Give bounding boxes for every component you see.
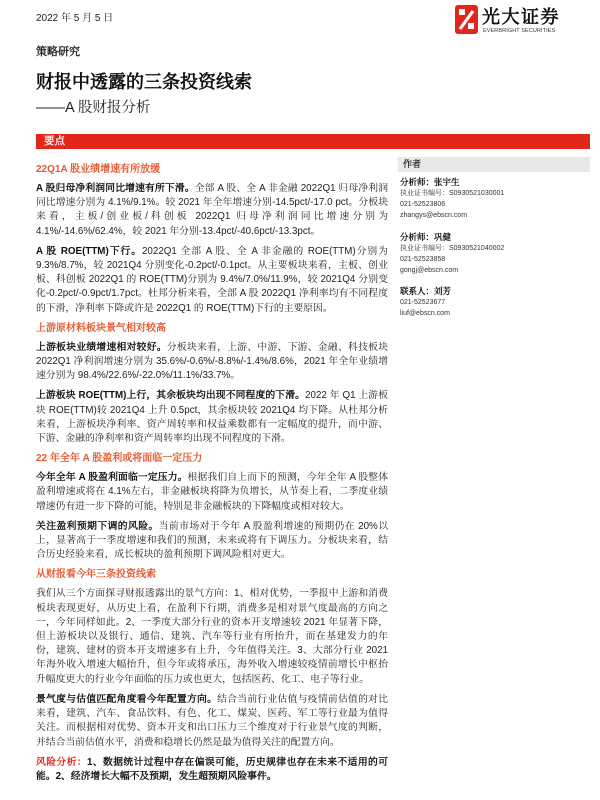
author-1-cert: [400, 188, 590, 199]
author-1-name: 分析师：张宇生: [400, 177, 460, 187]
keypoint-paragraph-4: [36, 389, 388, 446]
author-card-2: [398, 231, 590, 277]
keypoint-paragraph-7-body: 我们从三个方面探寻财报透露出的景气方向：1、相对优势，一季报中上游和消费板块表现更好，从历史上看，在盈利下行期，消费多是相对景气度最高的方向之一，今年同样如此。2、一季度大部分行业的资本开支增速较 2021 年显著下降，但上游板块以及银行、通信、建筑、汽车等行业有所抬升，而在基建发力的年份，建筑、建材的资本开支增速多有上升，今年值得关注。3、大部分行业 2021 年海外收入增速大幅抬升，但今年或将承压，海外收入增速较疫情前增长中枢抬升幅度更大的行业今年面临的压力或也更大，包括医药、化工、电子等行业。: [36, 588, 388, 685]
logo-name-en: EVERBRIGHT SECURITIES: [483, 28, 556, 34]
keypoint-paragraph-8-lead: 景气度与估值匹配角度看今年配置方向。: [36, 693, 218, 705]
keypoint-section-1: [36, 163, 388, 316]
keypoints-label: 要点: [44, 135, 65, 147]
author-2-email: gongj@ebscn.com: [400, 267, 459, 275]
keypoint-paragraph-8-body: 结合当前行业估值与疫情前估值的对比来看，建筑、汽车、食品饮料、有色、化工、煤炭、医药、军工等行业最为值得关注。而根据相对优势、资本开支和出口压力三个维度对于行业景气度的判断，并结合当前估值水平，消费和稳增长仍然是最为值得关注的配置方向。: [36, 693, 389, 748]
logo-name-cn: 光大证券: [482, 7, 560, 27]
everbright-logo: [455, 4, 590, 36]
keypoint-section-4-heading: 从财报看今年三条投资线索: [36, 569, 156, 581]
keypoint-paragraph-5-lead: 今年全年 A 股盈利面临一定压力。: [36, 472, 188, 484]
keypoint-section-4: [36, 568, 388, 784]
keypoint-paragraph-4-body: 2022 年 Q1 上游板块 ROE(TTM)较 2021Q4 上升 0.5pct，其余板块较 2021Q4 均下降。从杜邦分析来看，上游板块净利率、资产周转率和权益乘数都有一定幅度的提升，而中游、下游、金融的净利率和资产周转率均出现不同程度的下滑。: [36, 390, 389, 445]
everbright-logo-icon: [455, 5, 478, 34]
report-date: 2022 年 5 月 5 日: [36, 13, 114, 24]
keypoint-paragraph-3-lead: 上游板块业绩增速相对较好。: [36, 341, 167, 353]
author-2-phone: 021-52523858: [400, 255, 446, 263]
report-title: 财报中透露的三条投资线索: [36, 72, 252, 92]
author-2-cert: [400, 243, 590, 254]
keypoint-section-2-heading: 上游原材料板块景气相对较高: [36, 322, 166, 334]
author-card-1: [398, 176, 590, 222]
author-1-cert-number: S0930521030001: [449, 190, 505, 197]
contact-card: [398, 285, 590, 319]
risk-analysis: [36, 756, 388, 784]
authors-panel: [398, 157, 590, 320]
keypoint-paragraph-2-lead: A 股 ROE(TTM)下行。: [36, 245, 142, 257]
author-1-phone: 021-52523806: [400, 201, 446, 209]
author-1-email: zhangys@ebscn.com: [400, 212, 468, 220]
report-category: 策略研究: [36, 46, 80, 58]
report-subtitle: ——A 股财报分析: [36, 100, 151, 116]
keypoint-section-3-heading: 22 年全年 A 股盈利或将面临一定压力: [36, 453, 203, 465]
keypoint-section-1-heading: 22Q1A 股业绩增速有所放缓: [36, 164, 161, 175]
keypoint-paragraph-4-lead: 上游板块 ROE(TTM)上行，其余板块均出现不同程度的下滑。: [36, 390, 306, 402]
keypoint-paragraph-5-body: 根据我们自上而下的预测，今年全年 A 股整体盈利增速或将在 4.1%左右，非金融板块将降为负增长，从节奏上看，二季度业绩增速仍有进一步下降的可能，特别是非金融板块的下降幅度或相对较大。: [36, 472, 389, 512]
author-2-cert-label: 执业证书编号：: [400, 244, 449, 252]
keypoints-bar: [36, 134, 590, 149]
contact-email: liuf@ebscn.com: [400, 310, 450, 318]
keypoint-paragraph-6: [36, 520, 388, 563]
author-2-name: 分析师：巩健: [400, 231, 452, 242]
contact-name: 联系人：刘芳: [400, 286, 452, 297]
keypoints-content: [36, 163, 388, 784]
contact-phone: 021-52523677: [400, 299, 446, 307]
risk-label: 风险分析：: [36, 756, 87, 768]
keypoint-paragraph-1: [36, 182, 388, 239]
keypoint-paragraph-3: [36, 341, 388, 384]
keypoint-paragraph-8: [36, 693, 388, 750]
keypoint-paragraph-2-body: 2022Q1 全部 A 股、全 A 非金融的 ROE(TTM)分别为 9.3%/8.7%，较 2021Q4 分别变化-0.2pct/-0.1pct。从主要板块来看，主板、创业板、科创板 2022Q1 的 ROE(TTM)分别为 9.4%/7.0%/11.9%，较 2021Q4 分别变化-0.2pct/-0.9pct/1.7pct。杜邦分析来看，全部 A 股 2022Q1 净利率均有不同程度的下滑，净利率下降或许是 2022Q1 的 ROE(TTM)下行的主要原因。: [36, 245, 388, 314]
risk-text: 1、数据统计过程中存在偏误可能，历史规律也存在未来不适用的可能。2、经济增长大幅不及预期，发生超预期风险事件。: [36, 756, 389, 782]
keypoint-section-2: [36, 322, 388, 446]
keypoint-paragraph-1-lead: A 股归母净利润同比增速有所下滑。: [36, 183, 195, 194]
keypoint-paragraph-5: [36, 471, 388, 514]
keypoint-paragraph-6-lead: 关注盈利预期下调的风险。: [36, 520, 159, 532]
keypoint-paragraph-7: [36, 587, 388, 686]
keypoint-paragraph-1-body: 全部 A 股、全 A 非金融 2022Q1 归母净利润同比增速分别为 4.1%/9.1%。较 2021 年全年增速分别-14.5pct/-17.0 pct。分板块来看，主板/创业板/科创板 2022Q1 归母净利润同比增速分别为 4.1%/-14.6%/62.4%，较 2021 年分别-13.4pct/-40.6pct/-13.3pct。: [36, 183, 389, 237]
keypoint-paragraph-6-body: 当前市场对于今年 A 股盈利增速的预期仍在 20%以上，显著高于一季度增速和我们的预测，未来或将有下调压力。分板块来看，结合历史经验来看，成长板块的盈利预期下调风险相对更大。: [36, 520, 388, 561]
author-1-cert-label: 执业证书编号：: [400, 190, 449, 197]
authors-heading: 作者: [398, 157, 590, 172]
keypoint-paragraph-3-body: 分板块来看，上游、中游、下游、金融、科技板块 2022Q1 净利润增速分别为 35.6%/-0.6%/-8.8%/-1.4%/8.6%，2021 年全年业绩增速分别为 98.4%/22.6%/-22.0%/11.1%/33.7%。: [36, 341, 389, 382]
keypoint-section-3: [36, 452, 388, 562]
keypoint-paragraph-2: [36, 245, 388, 316]
author-2-cert-number: S0930521040002: [449, 244, 505, 252]
